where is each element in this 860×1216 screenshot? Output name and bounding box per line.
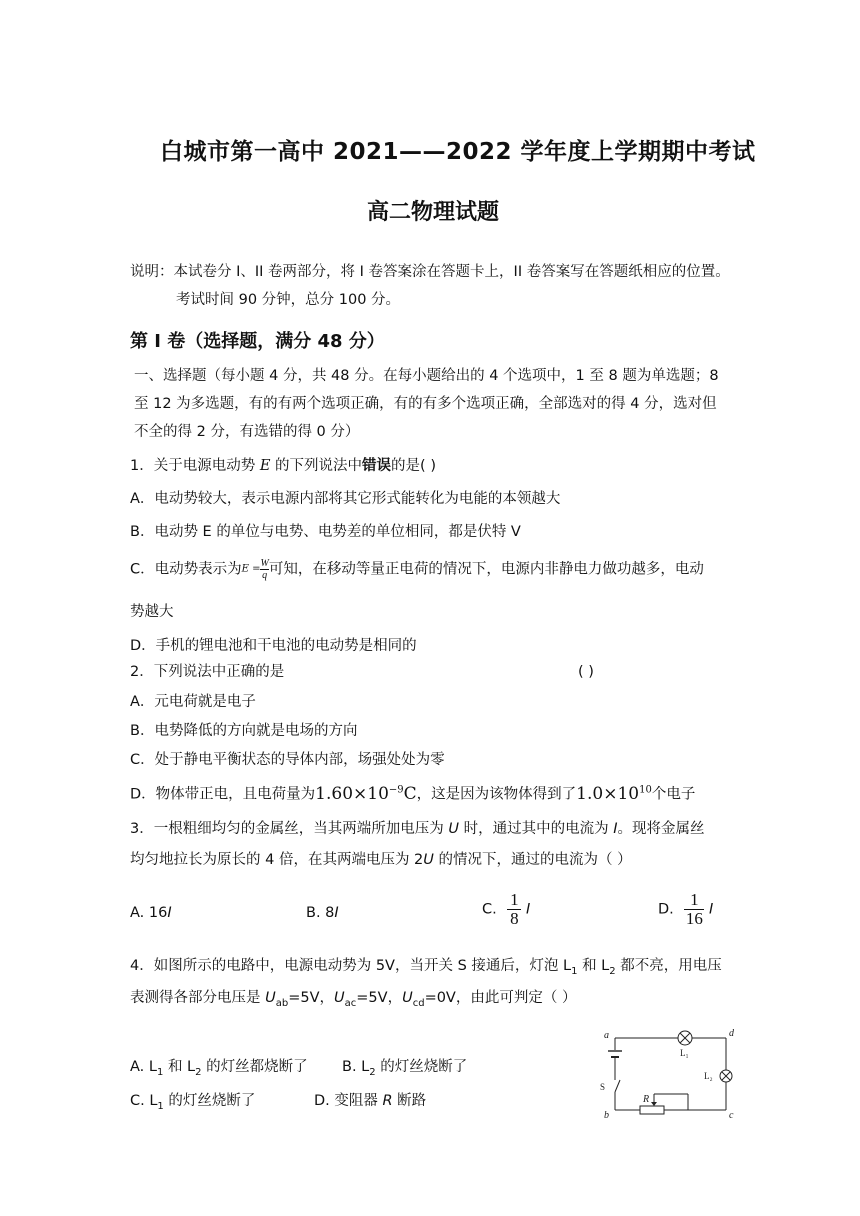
q3-stem-line-1 <box>130 819 704 839</box>
q3-option-b <box>306 903 339 923</box>
section-heading: 第 I 卷（选择题，满分 48 分） <box>130 331 385 352</box>
q3-option-c-fraction <box>507 891 521 928</box>
q1-formula-fraction <box>260 558 268 581</box>
section-intro-line-3: 不全的得 2 分，有选错的得 0 分） <box>134 424 360 440</box>
q4-option-a <box>130 1057 308 1083</box>
q3-option-d <box>658 891 713 928</box>
circuit-diagram <box>596 1028 746 1120</box>
q3-l1-U: U <box>448 821 459 837</box>
q4-ob-s: 2 <box>369 1066 376 1078</box>
q4-U-ac: U <box>334 990 345 1006</box>
q3-option-d-fraction <box>684 891 704 928</box>
note-line-2: 考试时间 90 分钟，总分 100 分。 <box>176 292 401 308</box>
q4-l1-b: 和 L <box>577 958 610 974</box>
q2-option-d <box>130 780 695 805</box>
switch-blade <box>615 1080 620 1092</box>
q1-option-d: D．手机的锂电池和干电池的电动势是相同的 <box>130 638 417 654</box>
q3-l1-I: I <box>613 821 618 837</box>
q4-stem-line-1 <box>130 956 722 982</box>
q2-charge-exponent: −9 <box>388 784 404 795</box>
q4-oc-s: 1 <box>157 1100 164 1112</box>
q1-stem <box>130 456 436 476</box>
q4-l1-c: 都不亮，用电压 <box>615 958 722 974</box>
q1-stem-bold: 错误 <box>362 458 392 474</box>
q4-sub-ab: ab <box>275 997 289 1009</box>
q4-oa-a: A. L <box>130 1059 157 1075</box>
q1-formula-lhs: E = <box>241 563 261 575</box>
q1-option-c <box>130 558 704 581</box>
q3-option-c-den: 8 <box>510 909 519 928</box>
q2-charge-unit: C <box>403 783 417 804</box>
rheostat-slider-arrow <box>651 1102 657 1106</box>
q4-oc-b: 的灯丝烧断了 <box>163 1093 256 1109</box>
q4-ob-a: B. L <box>342 1059 370 1075</box>
node-label-c: c <box>729 1110 734 1120</box>
q4-stem-line-2 <box>130 988 576 1014</box>
q2-electron-count <box>576 784 652 804</box>
q3-option-c-label: C. <box>482 901 497 918</box>
q4-v2: =5V， <box>356 990 403 1006</box>
node-label-d: d <box>729 1028 734 1039</box>
q4-od-a: D. 变阻器 <box>314 1093 383 1109</box>
q3-option-b-text: B. 8 <box>306 905 335 921</box>
q2-option-a: A．元电荷就是电子 <box>130 694 256 710</box>
q4-U-ab: U <box>265 990 276 1006</box>
q4-od-b: 断路 <box>392 1093 427 1109</box>
q3-l2-a: 均匀地拉长为原长的 4 倍，在其两端电压为 2 <box>130 852 424 868</box>
q1-option-a: A．电动势较大，表示电源内部将其它形式能转化为电能的本领越大 <box>130 491 561 507</box>
q3-option-a-text: A. 16 <box>130 905 168 921</box>
note-line-1: 说明：本试卷分 I、II 卷两部分，将 I 卷答案涂在答题卡上，II 卷答案写在答题纸相应的位置。 <box>130 264 730 280</box>
q4-option-b <box>342 1057 467 1083</box>
q3-l1-c: 。现将金属丝 <box>617 821 705 837</box>
q1-formula-den: q <box>262 570 268 581</box>
q2-stem: 2．下列说法中正确的是 <box>130 664 285 680</box>
q4-v3: =0V，由此可判定（ ） <box>424 990 577 1006</box>
q4-oa-s2: 2 <box>195 1066 202 1078</box>
q4-od-R: R <box>382 1093 393 1109</box>
node-label-b: b <box>604 1110 609 1120</box>
q4-option-c <box>130 1091 255 1117</box>
q1-stem-b: 的下列说法中 <box>270 458 363 474</box>
q3-l2-U: U <box>423 852 434 868</box>
q4-oa-s1: 1 <box>156 1066 164 1078</box>
q2-charge-value <box>315 784 417 804</box>
exam-title: 白城市第一高中 2021——2022 学年度上学期期中考试 <box>160 139 756 165</box>
q4-sub-cd: cd <box>412 997 425 1009</box>
q3-option-c <box>482 891 530 928</box>
q1-stem-a: 1．关于电源电动势 <box>130 458 260 474</box>
section-intro-line-2: 至 12 为多选题，有的有两个选项正确，有的有多个选项正确，全部选对的得 4 分，选对但 <box>134 396 717 412</box>
q3-option-d-num: 1 <box>690 890 699 909</box>
q3-option-a-var: I <box>167 905 172 921</box>
q4-l1-sub1: 1 <box>571 965 578 977</box>
q1-formula-num: W <box>260 558 269 569</box>
q2-option-b: B．电势降低的方向就是电场的方向 <box>130 723 358 739</box>
q1-stem-c: 的是( ) <box>391 458 436 474</box>
q3-stem-line-2 <box>130 850 632 870</box>
q4-l1-a: 4．如图所示的电路中，电源电动势为 5V，当开关 S 接通后，灯泡 L <box>130 958 572 974</box>
rheostat-resistor <box>640 1106 664 1114</box>
node-label-a: a <box>604 1030 609 1041</box>
q1-option-c-cont: 势越大 <box>130 604 174 620</box>
q4-ob-b: 的灯丝烧断了 <box>375 1059 468 1075</box>
q4-option-d <box>314 1091 426 1111</box>
q3-option-c-num: 1 <box>510 890 519 909</box>
q2-option-c: C．处于静电平衡状态的导体内部，场强处处为零 <box>130 752 445 768</box>
q3-option-c-var: I <box>525 901 531 918</box>
q1-option-c-b: 可知，在移动等量正电荷的情况下，电源内非静电力做功越多，电动 <box>268 561 704 578</box>
q1-stem-var: E <box>259 458 271 474</box>
q4-l2-a: 表测得各部分电压是 <box>130 990 266 1006</box>
exam-subtitle: 高二物理试题 <box>367 200 500 225</box>
q1-option-c-a: C．电动势表示为 <box>130 561 242 578</box>
q4-oc-a: C. L <box>130 1093 158 1109</box>
section-intro-line-1: 一、选择题（每小题 4 分，共 48 分。在每小题给出的 4 个选项中，1 至 8 题为单选题；8 <box>134 368 719 384</box>
switch-label: S <box>600 1082 606 1092</box>
q4-U-cd: U <box>402 990 413 1006</box>
q2-option-d-b: ，这是因为该物体得到了 <box>416 786 577 803</box>
q3-option-d-var: I <box>709 901 714 918</box>
q2-answer-paren: ( ) <box>578 664 594 680</box>
q4-v1: =5V， <box>288 990 335 1006</box>
q3-option-d-label: D. <box>658 901 674 918</box>
q4-oa-c: 的灯丝都烧断了 <box>201 1059 308 1075</box>
q2-electron-mantissa: 1.0×10 <box>576 783 640 804</box>
q4-oa-b: 和 L <box>163 1059 196 1075</box>
q4-l1-sub2: 2 <box>609 965 616 977</box>
lamp-l1-label: L₁ <box>680 1048 689 1058</box>
q2-charge-mantissa: 1.60×10 <box>315 783 389 804</box>
q2-option-d-a: D．物体带正电，且电荷量为 <box>130 786 316 803</box>
q3-l1-b: 时，通过其中的电流为 <box>458 821 614 837</box>
lamp-l2-label: L₂ <box>704 1071 713 1081</box>
q1-option-b: B．电动势 E 的单位与电势、电势差的单位相同，都是伏特 V <box>130 524 521 540</box>
q3-option-a <box>130 903 172 923</box>
q3-option-b-var: I <box>334 905 339 921</box>
q3-option-d-den: 16 <box>685 909 703 928</box>
rheostat-label: R <box>643 1094 650 1105</box>
q2-electron-exponent: 10 <box>639 784 652 795</box>
q2-option-d-c: 个电子 <box>651 786 696 803</box>
q3-l2-b: 的情况下，通过的电流为（ ） <box>433 852 632 868</box>
q4-sub-ac: ac <box>344 997 357 1009</box>
q3-l1-a: 3．一根粗细均匀的金属丝，当其两端所加电压为 <box>130 821 449 837</box>
